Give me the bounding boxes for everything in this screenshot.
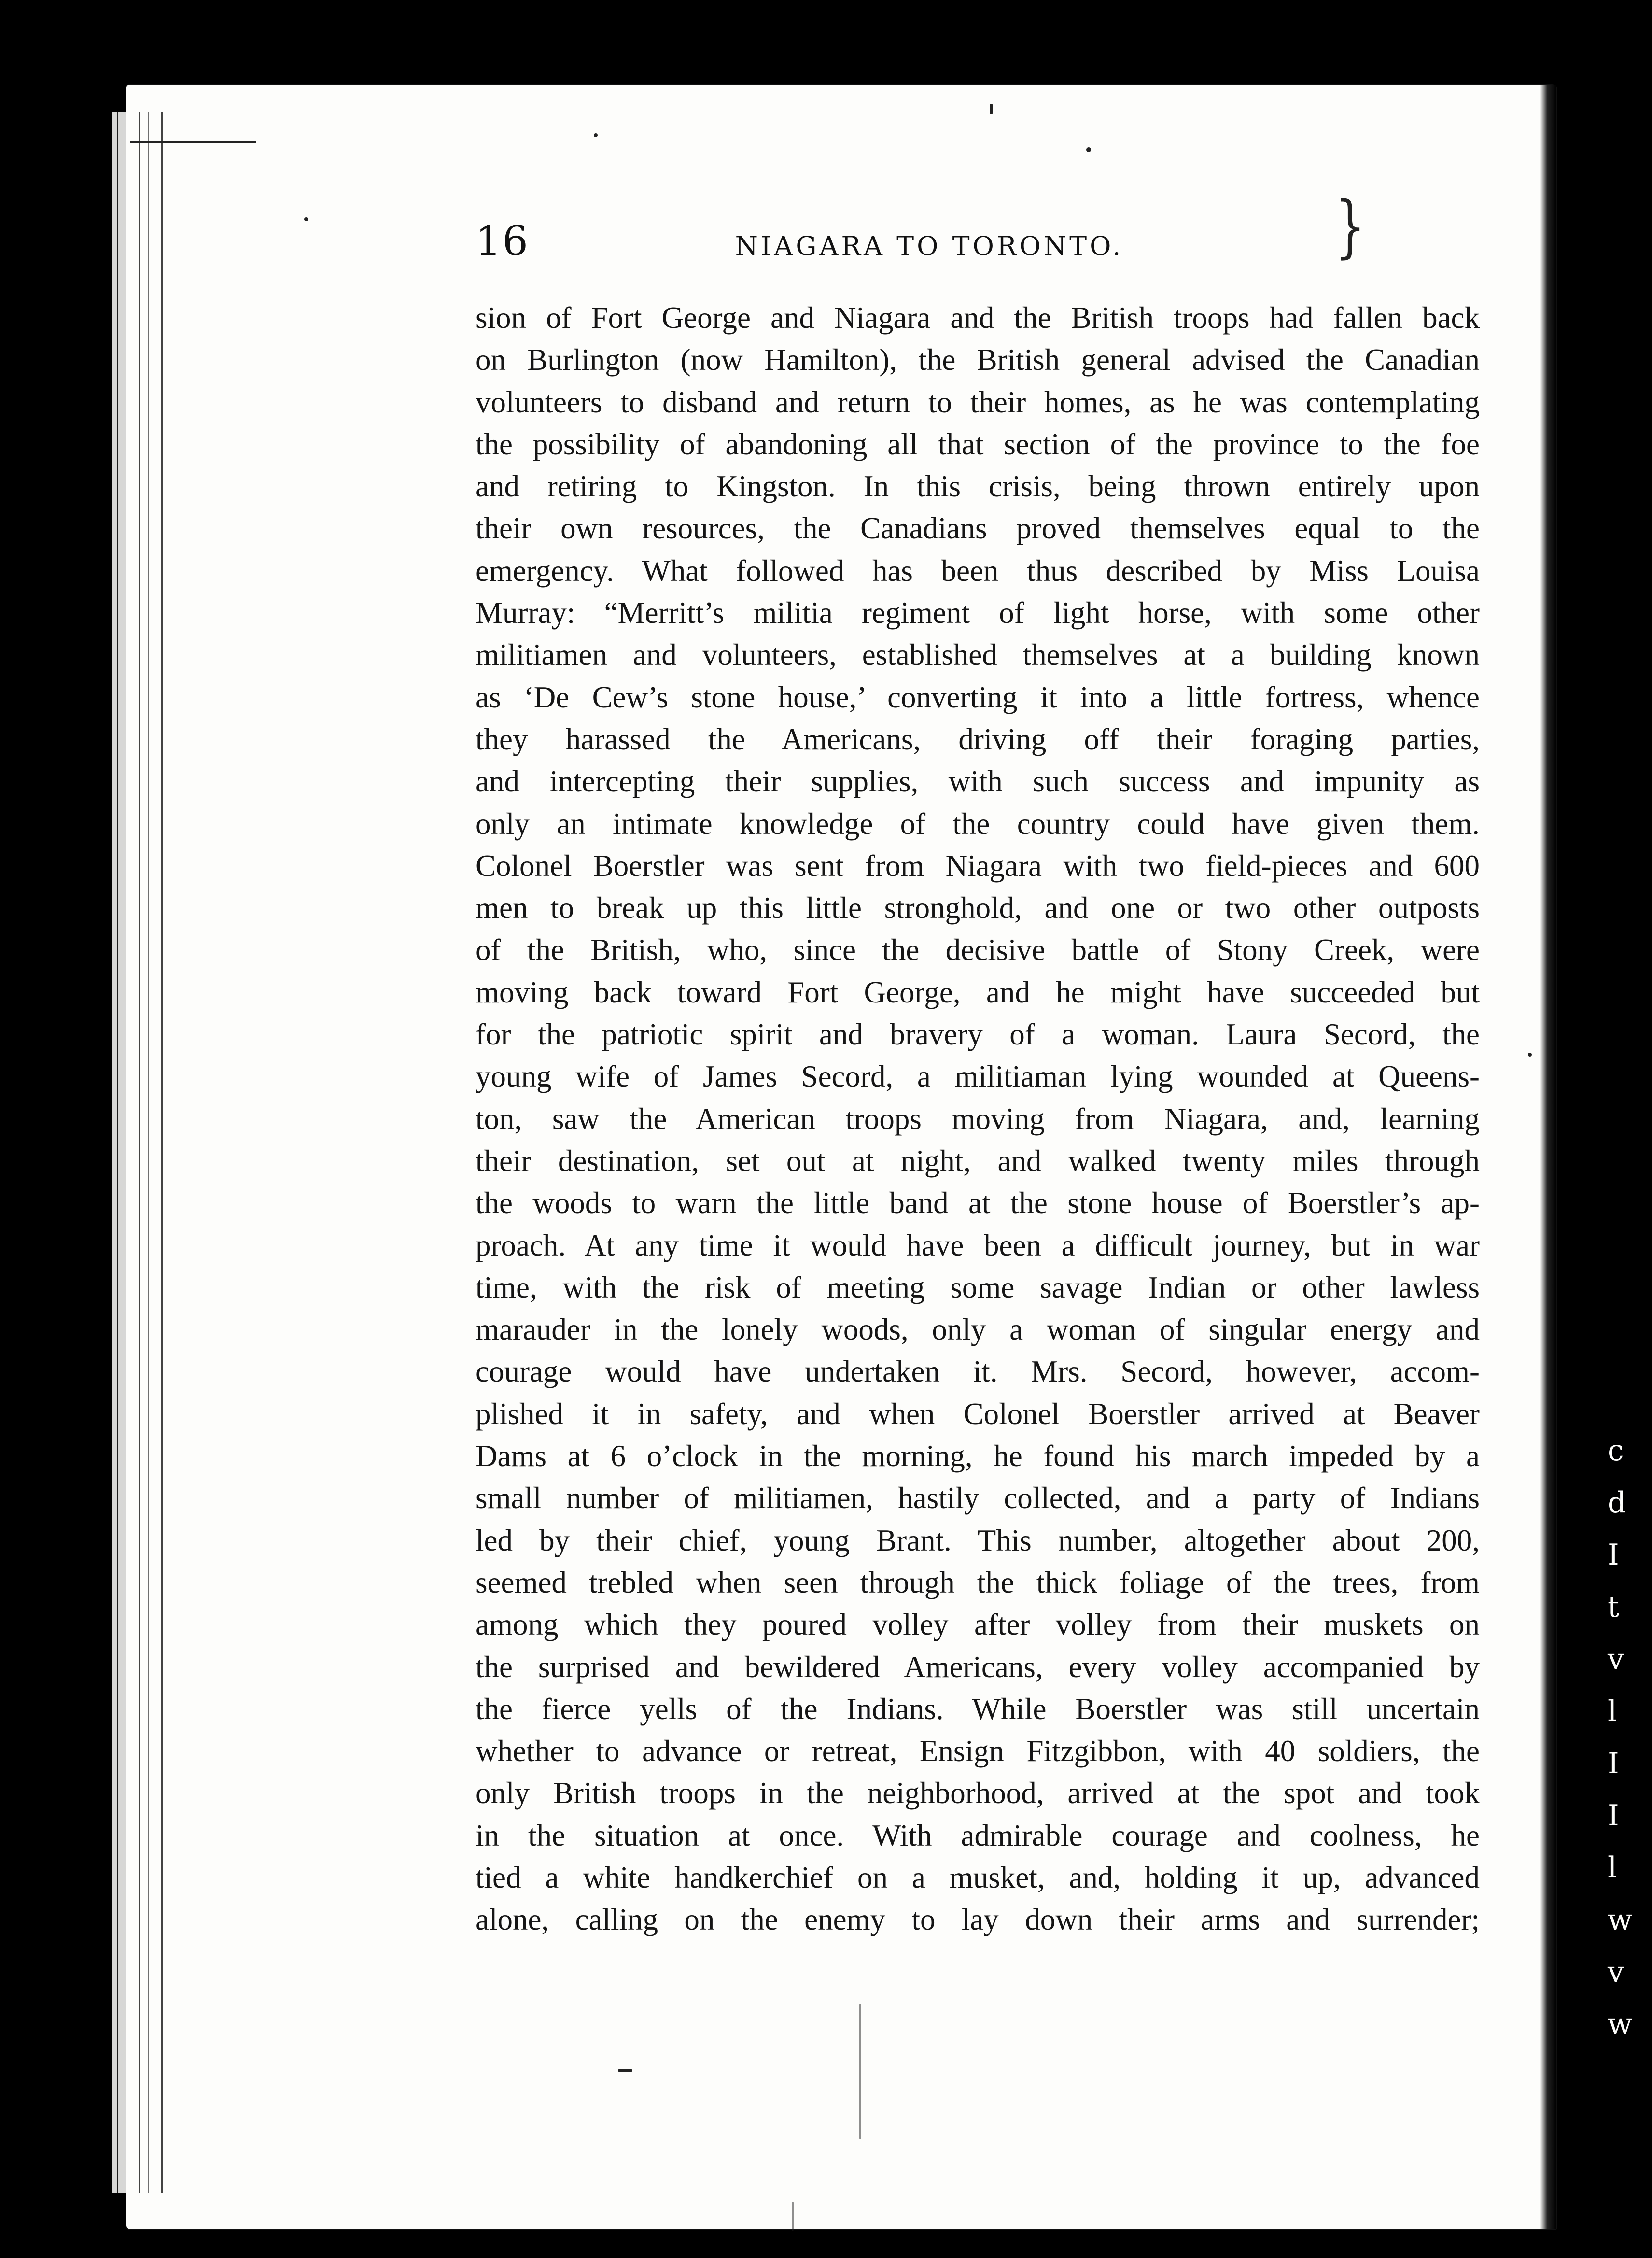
scan-speck [859, 2004, 861, 2139]
text-line: among which they poured volley after volley from their muskets on [476, 1608, 1480, 1642]
facing-page-letter: l [1608, 1694, 1617, 1728]
text-line: plished it in safety, and when Colonel Boerstler arrived at Beaver [476, 1397, 1480, 1431]
text-line: on Burlington (now Hamilton), the British general advised the Canadian [476, 343, 1480, 377]
page-number: 16 [476, 217, 529, 265]
scan-speck [990, 104, 993, 114]
text-line: their destination, set out at night, and walked twenty miles through [476, 1143, 1480, 1178]
text-line: Dams at 6 o’clock in the morning, he found his march impeded by a [476, 1439, 1480, 1473]
facing-page-letter: c [1608, 1434, 1624, 1468]
margin-mark: } [1335, 186, 1366, 266]
text-line: and retiring to Kingston. In this crisis, being thrown entirely upon [476, 469, 1480, 504]
body-text [476, 297, 1480, 1941]
text-line: men to break up this little stronghold, and one or two other outposts [476, 891, 1480, 925]
facing-page-edge [1540, 85, 1556, 2229]
text-line: emergency. What followed has been thus described by Miss Louisa [476, 553, 1480, 588]
text-line: the woods to warn the little band at the stone house of Boerstler’s ap- [476, 1186, 1480, 1220]
text-line: small number of militiamen, hastily collected, and a party of Indians [476, 1481, 1480, 1515]
facing-page-letters [1608, 1425, 1641, 2050]
facing-page-letter: t [1608, 1590, 1620, 1624]
text-line: and intercepting their supplies, with such success and impunity as [476, 764, 1480, 799]
text-line: as ‘De Cew’s stone house,’ converting it into a little fortress, whence [476, 680, 1480, 714]
text-line: their own resources, the Canadians proved themselves equal to the [476, 511, 1480, 546]
text-line: led by their chief, young Brant. This number, altogether about 200, [476, 1523, 1480, 1557]
text-line: tied a white handkerchief on a musket, and, holding it up, advanced [476, 1860, 1480, 1894]
facing-page-letter: I [1608, 1538, 1619, 1572]
scan-speck [304, 217, 308, 221]
scan-speck [618, 2069, 632, 2072]
text-line: proach. At any time it would have been a difficult journey, but in war [476, 1228, 1480, 1262]
scan-speck [1086, 147, 1091, 152]
text-line: volunteers to disband and return to their homes, as he was contemplating [476, 385, 1480, 419]
text-line: courage would have undertaken it. Mrs. Secord, however, accom- [476, 1355, 1480, 1389]
text-line: of the British, who, since the decisive battle of Stony Creek, were [476, 933, 1480, 967]
text-line: only an intimate knowledge of the country could have given them. [476, 806, 1480, 841]
facing-page-letter: I [1608, 1747, 1619, 1780]
text-line: moving back toward Fort George, and he might have succeeded but [476, 975, 1480, 1009]
text-line: young wife of James Secord, a militiaman lying wounded at Queens- [476, 1059, 1480, 1094]
facing-page-letter: w [1608, 1903, 1633, 1937]
text-line: the possibility of abandoning all that section of the province to the foe [476, 427, 1480, 461]
text-line: for the patriotic spirit and bravery of a woman. Laura Secord, the [476, 1017, 1480, 1052]
text-line: time, with the risk of meeting some savage Indian or other lawless [476, 1270, 1480, 1304]
text-line: alone, calling on the enemy to lay down their arms and surrender; [476, 1903, 1480, 1937]
scan-speck [594, 133, 598, 137]
facing-page-letter: w [1608, 2007, 1633, 2041]
text-line: only British troops in the neighborhood, arrived at the spot and took [476, 1776, 1480, 1810]
text-line: sion of Fort George and Niagara and the British troops had fallen back [476, 301, 1480, 335]
text-line: seemed trebled when seen through the thick foliage of the trees, from [476, 1565, 1480, 1599]
text-line: Murray: “Merritt’s militia regiment of light horse, with some other [476, 596, 1480, 630]
text-line: in the situation at once. With admirable courage and coolness, he [476, 1818, 1480, 1852]
running-head [476, 186, 1480, 270]
gutter-rule [130, 141, 256, 143]
book-gutter [112, 112, 165, 2193]
running-title: NIAGARA TO TORONTO. [735, 231, 1124, 261]
text-line: the surprised and bewildered Americans, every volley accompanied by [476, 1650, 1480, 1684]
facing-page-letter: v [1608, 1642, 1624, 1676]
facing-page-letter: l [1608, 1851, 1617, 1885]
text-line: they harassed the Americans, driving off their foraging parties, [476, 722, 1480, 756]
text-line: ton, saw the American troops moving from Niagara, and, learning [476, 1101, 1480, 1136]
text-line: Colonel Boerstler was sent from Niagara with two field-pieces and 600 [476, 848, 1480, 883]
text-line: the fierce yells of the Indians. While Boerstler was still uncertain [476, 1692, 1480, 1726]
scan-speck [1528, 1053, 1532, 1057]
text-line: whether to advance or retreat, Ensign Fitzgibbon, with 40 soldiers, the [476, 1734, 1480, 1768]
facing-page-letter: I [1608, 1799, 1619, 1833]
text-line: marauder in the lonely woods, only a woman of singular energy and [476, 1312, 1480, 1347]
facing-page-letter: d [1608, 1486, 1626, 1520]
facing-page-letter: v [1608, 1955, 1624, 1989]
scan-speck [792, 2202, 794, 2231]
text-line: militiamen and volunteers, established themselves at a building known [476, 638, 1480, 672]
